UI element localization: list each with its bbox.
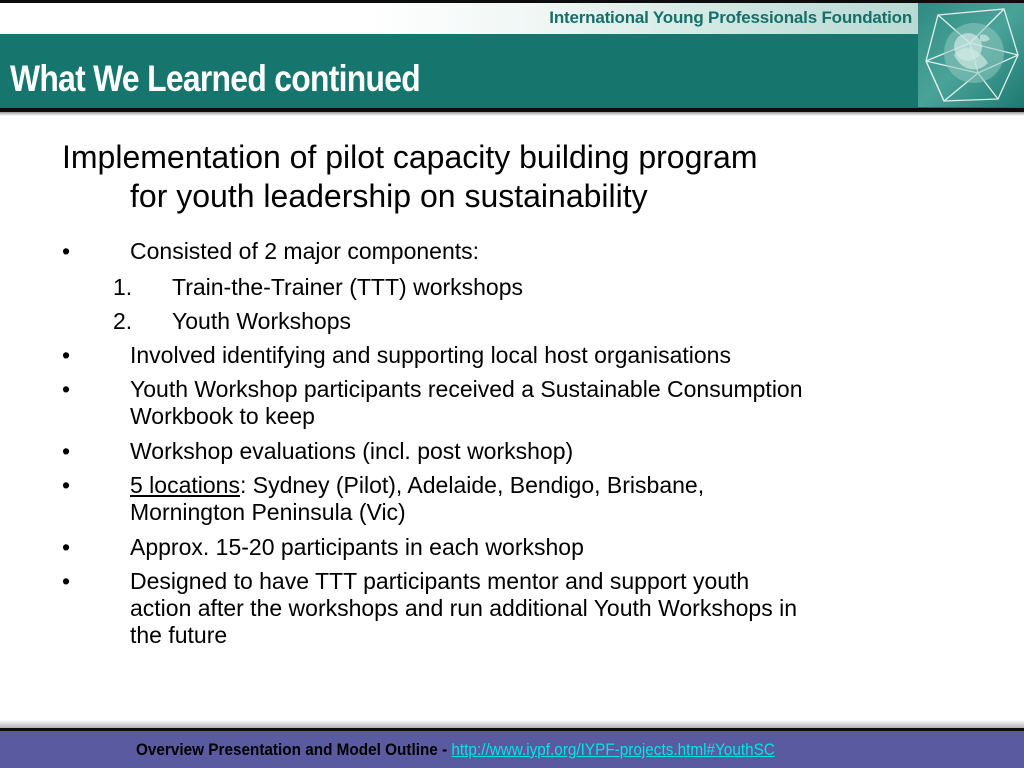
locations-link[interactable]: 5 locations — [130, 472, 240, 498]
slide-title: What We Learned continued — [10, 58, 421, 99]
bullet-marker: • — [62, 342, 71, 368]
bullet-marker: • — [62, 568, 71, 594]
list-item-text: Approx. 15-20 participants in each workshop — [130, 534, 584, 560]
subtitle-line-2: for youth leadership on sustainability — [130, 178, 648, 214]
list-item-text-line-2: Mornington Peninsula (Vic) — [130, 499, 406, 525]
number-marker: 1. — [113, 274, 133, 300]
list-item-text: Youth Workshops — [172, 308, 352, 334]
bullet-marker: • — [62, 238, 71, 264]
list-item-text: Consisted of 2 major components: — [130, 238, 480, 264]
organization-name: International Young Professionals Foundation — [549, 8, 912, 27]
footer-text — [136, 740, 775, 760]
list-item-text-line-1: Designed to have TTT participants mentor and support youth — [130, 568, 750, 594]
list-item-text: Involved identifying and supporting local host organisations — [130, 342, 731, 368]
list-item-text-line-2: Workbook to keep — [130, 403, 315, 429]
list-item-text: Workshop evaluations (incl. post workshop) — [130, 438, 574, 464]
subtitle-line-1: Implementation of pilot capacity building program — [62, 139, 758, 175]
footer-top-shadow — [0, 720, 1024, 728]
list-item-text-line-3: the future — [130, 622, 228, 648]
locations-text: : Sydney (Pilot), Adelaide, Bendigo, Brisbane, — [239, 472, 705, 498]
bullet-marker: • — [62, 376, 71, 402]
footer-label: Overview Presentation and Model Outline - — [136, 740, 452, 759]
list-item-text-line-1 — [130, 472, 704, 499]
bullet-marker: • — [62, 438, 71, 464]
number-marker: 2. — [113, 308, 133, 334]
list-item-text-line-2: action after the workshops and run additional Youth Workshops in — [130, 595, 797, 621]
bullet-marker: • — [62, 472, 71, 498]
list-item-text-line-1: Youth Workshop participants received a Sustainable Consumption — [130, 376, 803, 402]
slide-footer — [0, 731, 1024, 768]
footer-link[interactable]: http://www.iypf.org/IYPF-projects.html#YouthSC — [451, 740, 775, 759]
bullet-marker: • — [62, 534, 71, 560]
list-item-text: Train-the-Trainer (TTT) workshops — [172, 274, 524, 300]
